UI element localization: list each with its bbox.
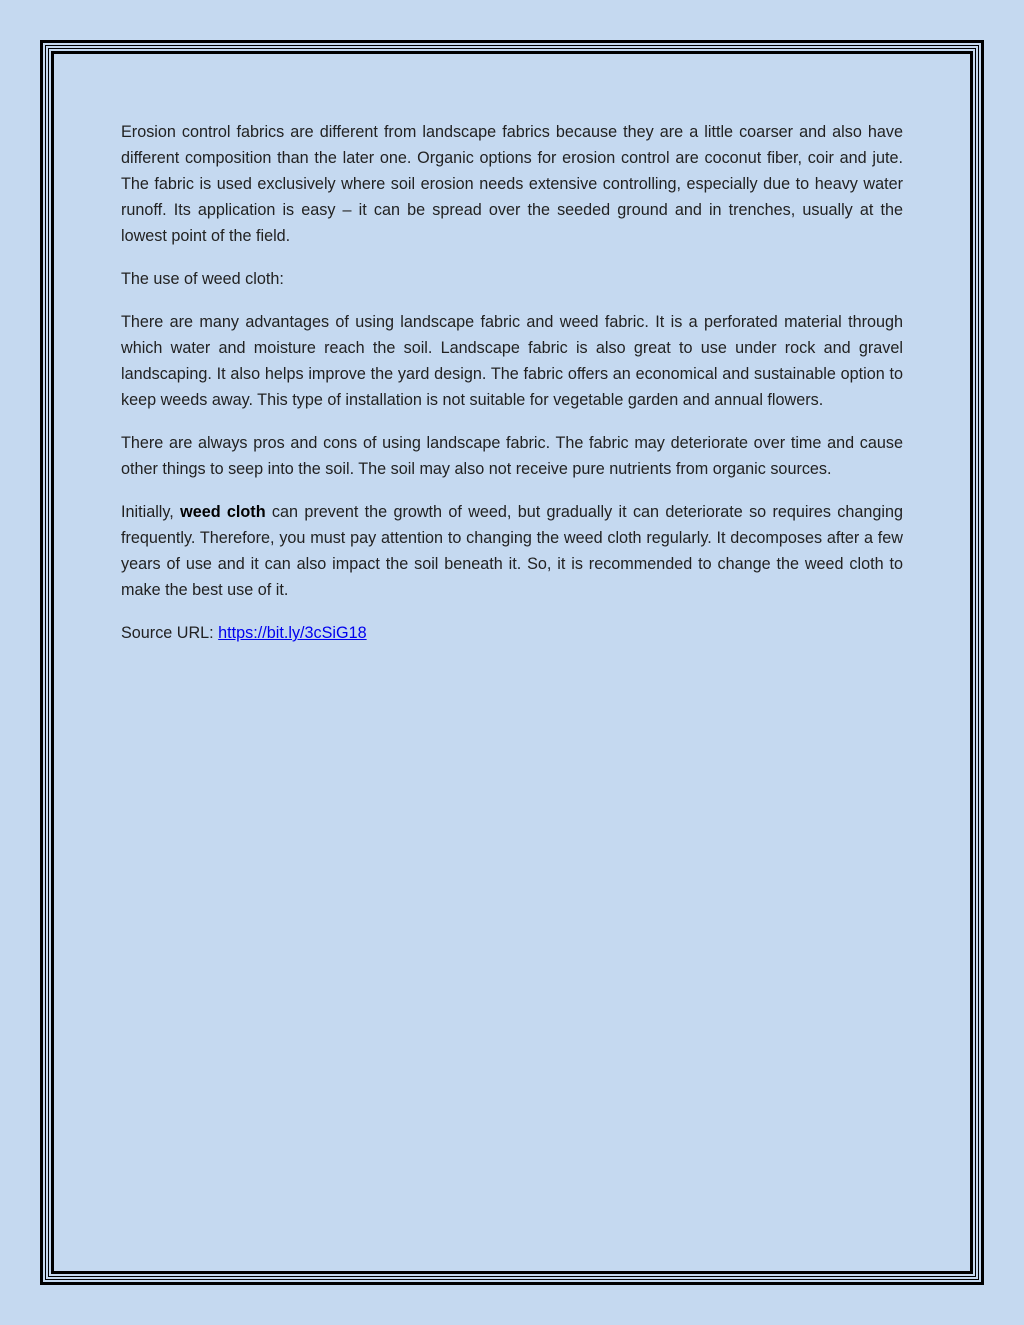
paragraph-initially [121, 499, 903, 603]
document-body [121, 119, 903, 663]
section-heading-weed-cloth: The use of weed cloth: [121, 270, 284, 288]
paragraph-initially-rest: can prevent the growth of weed, but gradually it can deteriorate so requires changing frequently. Therefore, you must pay attention to changing the weed cloth regularly. It decomposes after a few years of use and it can also impact the soil beneath it. So, it is recommended to change the weed cloth to make the best use of it. [121, 503, 904, 599]
source-line [121, 620, 903, 646]
paragraph-advantages: There are many advantages of using landscape fabric and weed fabric. It is a perforated material through which water and moisture reach the soil. Landscape fabric is also great to use under rock and gravel landscaping. It also helps improve the yard design. The fabric offers an economical and sustainable option to keep weeds away. This type of installation is not suitable for vegetable garden and annual flowers. [121, 313, 903, 409]
weed-cloth-bold: weed cloth [180, 503, 266, 521]
source-link[interactable]: https://bit.ly/3cSiG18 [218, 624, 367, 642]
paragraph-initially-lead: Initially, [121, 503, 181, 521]
source-label: Source URL: [121, 624, 219, 642]
paragraph-pros-cons: There are always pros and cons of using landscape fabric. The fabric may deteriorate over time and cause other things to seep into the soil. The soil may also not receive pure nutrients from organic sources. [121, 434, 903, 478]
paragraph-erosion-control: Erosion control fabrics are different from landscape fabrics because they are a little coarser and also have different composition than the later one. Organic options for erosion control are coconut fiber, coir and jute. The fabric is used exclusively where soil erosion needs extensive controlling, especially due to heavy water runoff. Its application is easy – it can be spread over the seeded ground and in trenches, usually at the lowest point of the field. [121, 123, 903, 245]
